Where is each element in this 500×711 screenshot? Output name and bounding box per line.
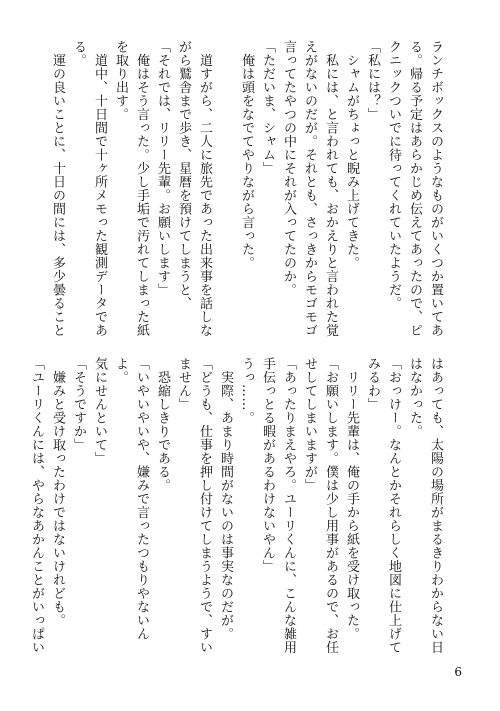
text-block-bottom — [29, 357, 446, 657]
text-line: はなかった。 — [407, 357, 422, 438]
text-line: 「ユーリくんには、やらなあかんことがいっぱい — [29, 357, 44, 654]
text-line: 恐縮しきりである。 — [155, 357, 170, 492]
text-line: 手伝っとる暇があるわけないやん」 — [260, 357, 275, 573]
text-line: リリー先輩は、俺の手から紙を受け取った。 — [344, 357, 359, 641]
text-block-top — [51, 40, 446, 340]
text-line: シャムがちょっと睨み上げてきた。 — [344, 40, 359, 270]
text-line: はあっても、太陽の場所がまるきりわからない日 — [428, 357, 443, 654]
text-line — [215, 40, 236, 340]
text-line: る。帰る予定はあらかじめ伝えてあったので、ピ — [407, 40, 422, 337]
text-line: 「そうですか」 — [71, 357, 86, 452]
text-line: を取り出す。 — [113, 40, 128, 121]
text-line: ランチボックスのようなものがいくつか置いてあ — [428, 40, 443, 337]
text-line: 道すがら、二人に旅先であった出来事を話しな — [197, 40, 212, 337]
text-line: 「私には？」 — [365, 40, 380, 121]
text-line: 実際、あまり時間がないのは事実なのだが。 — [218, 357, 233, 641]
text-line: えがないのだが。それとも、さっきからモゴモゴ — [302, 40, 317, 337]
text-line: 気にせんといて」 — [92, 357, 107, 465]
text-line: 嫌みと受け取ったわけではないけれども。 — [50, 357, 65, 627]
text-line: 私には、と言われても、おかえりと言われた覚 — [323, 40, 338, 337]
text-line: る。 — [71, 40, 86, 67]
text-line: うっ……。 — [239, 357, 254, 425]
text-line: 道中、十日間で十ヶ所メモった観測データであ — [92, 40, 107, 337]
text-line: 「どうも、仕事を押し付けてしまうようで、すい — [197, 357, 212, 654]
page-number: 6 — [454, 665, 462, 679]
text-line: 「おっけー。なんとかそれらしく地図に仕上げて — [386, 357, 401, 654]
text-line: クニックついでに待ってくれていたようだ。 — [386, 40, 401, 310]
text-line: がら鷲舎まで歩き、星暦を預けてしまうと、 — [176, 40, 191, 310]
text-line: 言ってたやつの中にそれが入ってたのか。 — [281, 40, 296, 297]
text-line: ません」 — [176, 357, 191, 411]
text-line: 「あったりまえやろ。ユーリくんに、こんな雑用 — [281, 357, 296, 654]
text-line: 「それでは、リリー先輩。お願いします」 — [155, 40, 170, 297]
text-line: 運の良いことに、十日の間には、多少曇ること — [50, 40, 65, 337]
text-line: 俺はそう言った。少し手垢で汚れてしまった紙 — [134, 40, 149, 337]
text-line: 「いやいやいや、嫌みで言ったつもりやないんよ。 — [113, 357, 149, 641]
text-line: みるわ」 — [365, 357, 380, 411]
text-line: 「ただいま、シャム」 — [260, 40, 275, 175]
text-line: 「お願いします。僕は少し用事があるので、お任 — [323, 357, 338, 654]
text-line: せしてしまいますが」 — [302, 357, 317, 492]
text-line: 俺は頭をなでてやりながら言った。 — [239, 40, 254, 270]
